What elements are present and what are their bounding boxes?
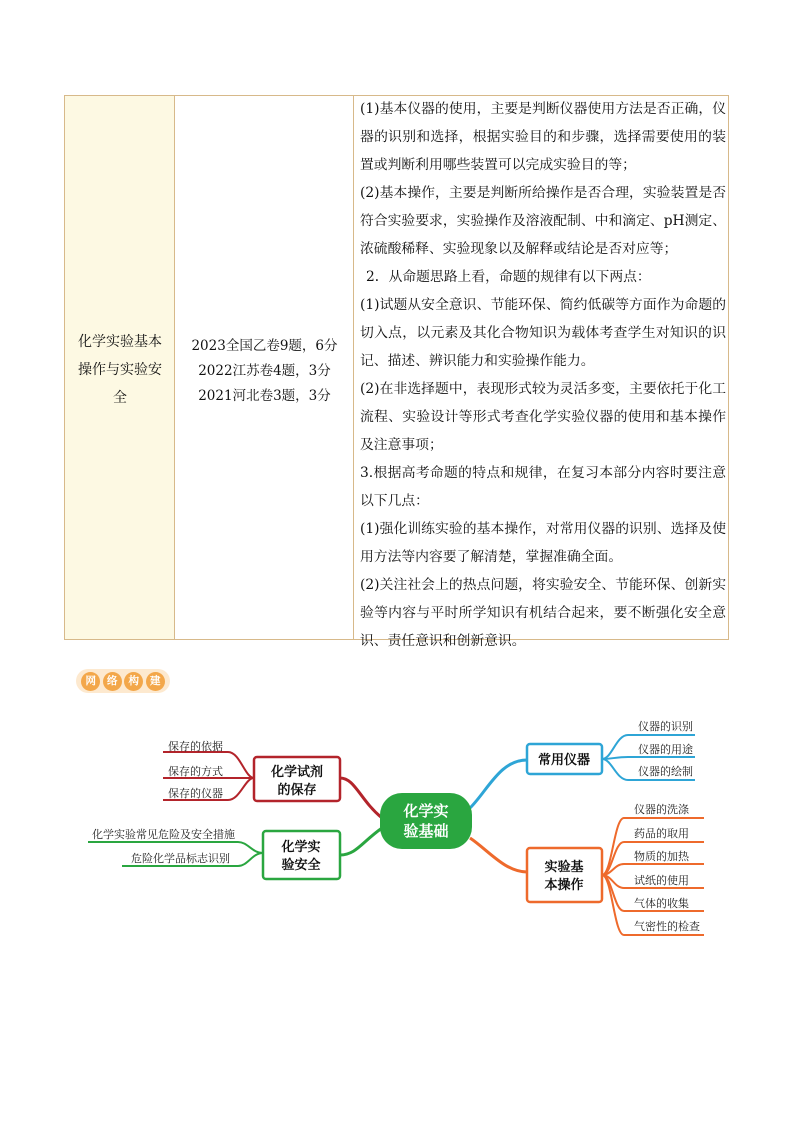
- analysis-paragraph: (2)基本操作，主要是判断所给操作是否合理，实验装置是否符合实验要求，实验操作及溶液配制、中和滴定、pH测定、浓硫酸稀释、实验现象以及解释或结论是否对应等；: [360, 185, 726, 257]
- connector-storage: [340, 778, 382, 818]
- analysis-cell: [354, 96, 730, 649]
- operations-title: 实验基: [544, 860, 584, 875]
- instruments-leaves: [602, 719, 695, 780]
- badge-char: 建: [146, 672, 165, 691]
- mind-map: [0, 700, 794, 960]
- safety-item: 化学实验常见危险及安全措施: [92, 828, 235, 841]
- operations-item: 药品的取用: [634, 827, 689, 840]
- storage-leaves: [163, 739, 254, 800]
- analysis-paragraph: (2)关注社会上的热点问题，将实验安全、节能环保、创新实验等内容与平时所学知识有机结合起来，要不断强化安全意识、责任意识和创新意识。: [360, 577, 726, 649]
- badge-char: 络: [103, 672, 122, 691]
- center-title: 验基础: [403, 822, 449, 840]
- analysis-paragraph: 3.根据高考命题的特点和规律，在复习本部分内容时要注意以下几点：: [360, 465, 726, 509]
- storage-item: 保存的仪器: [168, 787, 223, 800]
- topic-cell: [65, 96, 175, 639]
- badge-char: 网: [81, 672, 100, 691]
- exam-analysis-table: [64, 95, 729, 649]
- operations-item: 试纸的使用: [634, 874, 689, 887]
- storage-item: 保存的依据: [168, 740, 223, 753]
- exam-cell: [175, 96, 354, 639]
- instruments-title: 常用仪器: [537, 753, 591, 768]
- operations-item: 气体的收集: [634, 897, 689, 910]
- operations-item: 物质的加热: [634, 850, 689, 863]
- exam-item: 2021河北卷3题，3分: [198, 388, 331, 404]
- operations-leaves: [602, 802, 704, 935]
- analysis-paragraph: (1)试题从安全意识、节能环保、简约低碳等方面作为命题的切入点，以元素及其化合物知识为载体考查学生对知识的识记、描述、辨识能力和实验操作能力。: [360, 297, 726, 369]
- analysis-paragraph: (1)基本仪器的使用，主要是判断仪器使用方法是否正确，仪器的识别和选择，根据实验目的和步骤，选择需要使用的装置或判断利用哪些装置可以完成实验目的等；: [360, 101, 726, 173]
- instruments-item: 仪器的识别: [638, 720, 693, 733]
- storage-title: 的保存: [277, 783, 317, 798]
- connector-operations: [470, 838, 527, 872]
- safety-item: 危险化学品标志识别: [131, 852, 230, 865]
- instruments-item: 仪器的用途: [638, 743, 693, 756]
- analysis-paragraph: (2)在非选择题中，表现形式较为灵活多变，主要依托于化工流程、实验设计等形式考查化学实验仪器的使用和基本操作及注意事项；: [360, 381, 726, 453]
- analysis-paragraph: (1)强化训练实验的基本操作，对常用仪器的识别、选择及使用方法等内容要了解清楚，掌握准确全面。: [360, 521, 726, 565]
- safety-title: 化学实: [281, 840, 321, 855]
- exam-list: [175, 334, 354, 409]
- center-title: 化学实: [403, 802, 449, 820]
- section-badge: [76, 669, 170, 693]
- analysis-paragraph: 2．从命题思路上看，命题的规律有以下两点：: [366, 269, 651, 285]
- safety-leaves: [88, 827, 263, 866]
- exam-item: 2022江苏卷4题，3分: [198, 363, 331, 379]
- connector-instruments: [470, 760, 527, 808]
- topic-text: 化学实验基本操作与实验安全: [78, 334, 162, 406]
- badge-char: 构: [124, 672, 143, 691]
- operations-node: [527, 848, 602, 902]
- instruments-item: 仪器的绘制: [638, 765, 693, 778]
- exam-item: 2023全国乙卷9题，6分: [191, 338, 338, 354]
- operations-item: 仪器的洗涤: [634, 803, 689, 816]
- storage-title: 化学试剂: [270, 765, 324, 780]
- safety-title: 验安全: [281, 858, 321, 873]
- operations-item: 气密性的检查: [634, 920, 700, 933]
- connector-safety: [340, 828, 382, 855]
- operations-title: 本操作: [544, 878, 584, 893]
- storage-item: 保存的方式: [168, 765, 223, 778]
